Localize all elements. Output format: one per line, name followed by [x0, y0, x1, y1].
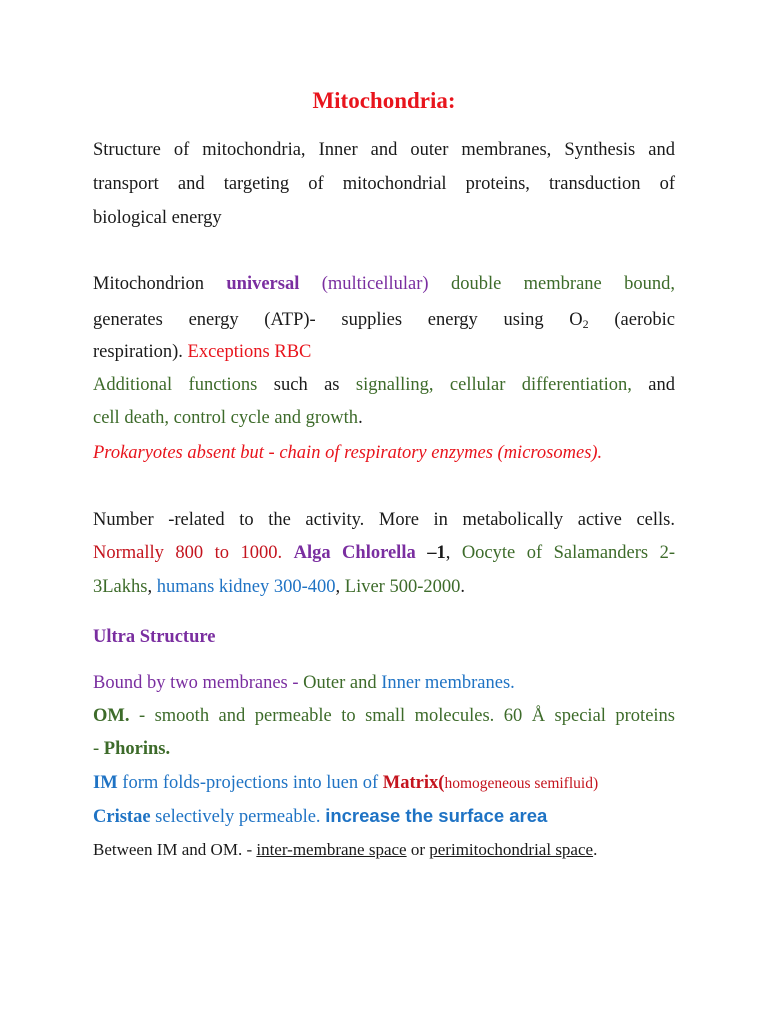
- text-span: selectively permeable.: [150, 807, 326, 827]
- intro-line-3: biological energy: [93, 208, 222, 228]
- text-span: double membrane bound,: [428, 274, 675, 294]
- underlined-term: inter-membrane space: [256, 840, 407, 859]
- text-span: 3Lakhs: [93, 577, 148, 597]
- text-span: - smooth and permeable to small molecules. 60 Å special proteins: [129, 706, 675, 726]
- text-span: –1: [415, 543, 446, 563]
- p2-line-3: [93, 575, 675, 599]
- text-span: -: [93, 739, 104, 759]
- text-span: .: [358, 408, 363, 428]
- ultra-line-4: [93, 771, 675, 796]
- text-span: Inner membranes.: [381, 673, 515, 693]
- text-span: (aerobic: [588, 310, 675, 330]
- text-span: Liver 500-2000: [344, 577, 461, 597]
- text-span: Additional functions: [93, 375, 258, 395]
- text-span: ,: [335, 577, 345, 597]
- subscript: 2: [582, 317, 589, 331]
- keyword-phorins: Phorins.: [103, 739, 171, 759]
- intro-line-2: transport and targeting of mitochondrial proteins, transduction of: [93, 174, 675, 194]
- p1-line-3: [93, 340, 675, 364]
- keyword-alga: Alga Chlorella: [293, 543, 416, 563]
- p1-line-6: Prokaryotes absent but - chain of respiratory enzymes (microsomes).: [93, 443, 603, 463]
- text-span: .: [460, 577, 466, 597]
- ultra-line-2: [93, 704, 675, 728]
- text-span: such as: [257, 375, 356, 395]
- keyword-cristae: Cristae: [93, 807, 151, 827]
- ultra-line-5: [93, 804, 675, 829]
- text-span: Outer and: [303, 673, 382, 693]
- text-span: ,: [445, 543, 462, 563]
- text-span: Oocyte of Salamanders 2-: [461, 543, 676, 563]
- text-span: respiration).: [93, 342, 188, 362]
- p1-line-4: [93, 373, 675, 397]
- underlined-term: perimitochondrial space: [429, 840, 594, 859]
- intro-line-1: Structure of mitochondria, Inner and outer membranes, Synthesis and: [93, 140, 675, 160]
- keyword-im: IM: [93, 773, 118, 793]
- ultra-line-3: [93, 737, 675, 761]
- text-span: Bound by two membranes -: [93, 673, 304, 693]
- ultra-line-1: [93, 671, 675, 695]
- p2-line-1: Number -related to the activity. More in metabolically active cells.: [93, 510, 675, 530]
- text-span: or: [406, 840, 430, 859]
- p2-line-2: [93, 541, 675, 565]
- text-span: ,: [147, 577, 157, 597]
- section-heading: Ultra Structure: [93, 627, 216, 647]
- keyword-om: OM.: [93, 706, 130, 726]
- p1-line-5: [93, 406, 675, 430]
- keyword-surface-area: increase the surface area: [325, 805, 548, 826]
- page-title: Mitochondria:: [312, 88, 456, 113]
- p1-line-2: [93, 308, 675, 332]
- text-span: homogeneous semifluid): [444, 775, 599, 792]
- text-span: Mitochondrion: [93, 274, 227, 294]
- text-span: Normally 800 to 1000.: [93, 543, 294, 563]
- text-span: .: [593, 840, 598, 859]
- keyword-matrix: Matrix(: [382, 773, 445, 793]
- text-span: Between IM and OM. -: [93, 840, 257, 859]
- text-span: Exceptions RBC: [187, 342, 312, 362]
- p1-line-1: [93, 272, 675, 296]
- text-span: and: [631, 375, 676, 395]
- ultra-line-6: [93, 838, 675, 862]
- text-span: signalling, cellular differentiation,: [355, 375, 632, 395]
- text-span: cell death, control cycle and growth: [93, 408, 359, 428]
- text-span: generates energy (ATP)- supplies energy using O: [93, 310, 583, 330]
- text-span: form folds-projections into luen of: [117, 773, 383, 793]
- text-span: humans kidney 300-400: [156, 577, 336, 597]
- keyword-universal: universal: [226, 274, 300, 294]
- text-span: (multicellular): [299, 274, 429, 294]
